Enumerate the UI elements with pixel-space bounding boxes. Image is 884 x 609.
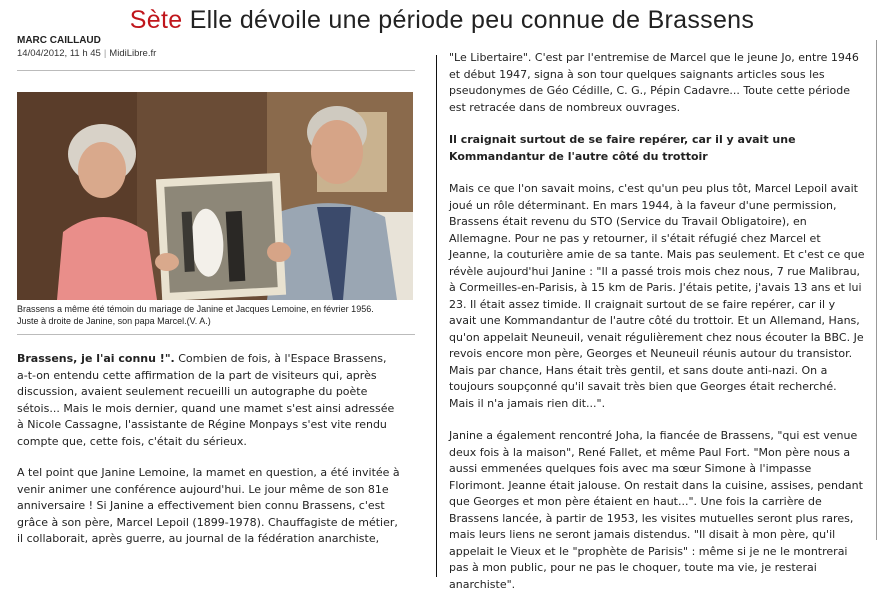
column-divider [436, 55, 437, 577]
dateline [17, 48, 156, 59]
article-photo-illustration [17, 92, 413, 300]
paragraph: Janine a également rencontré Joha, la fiancée de Brassens, "qui est venue deux fois à la maison", René Fallet, et même Paul Fort. "Mon père nous a aussi emmenées quelques fois avec ma sœur Simone à l'impasse Florimont. Jeanne était jalouse. On restait dans la cuisine, assises, pendant que Georges et mon père étaient en haut...". Une fois la carrière de Brassens lancée, à partir de 1953, les visites mutuelles seront plus rares, mais leurs liens ne seront jamais distendus. "Il disait à mon père, qu'il appelait le Vieux et le "prophète de Parisis" : même si je ne le montrerai pas à mon public, pour ne pas le choquer, toute ma vie, je resterai anarchiste". [449, 429, 863, 591]
dateline-separator: | [103, 48, 107, 59]
lead-quote: Brassens, je l'ai connu !". [17, 352, 175, 365]
headline-city: Sète [129, 6, 183, 34]
photo-caption-line2: Juste à droite de Janine, son papa Marcel.(V. A.) [17, 316, 211, 326]
author-name: MARC CAILLAUD [17, 35, 101, 46]
photo-caption [17, 303, 413, 327]
paragraph [17, 351, 400, 450]
paragraph: Mais ce que l'on savait moins, c'est qu'un peu plus tôt, Marcel Lepoil avait joué un rôle déterminant. En mars 1944, à la faveur d'une permission, Brassens était revenu du STO (Service du Travail Obligatoire), en Allemagne. Pour ne pas y retourner, il s'était réfugié chez Marcel et Jeanne, la couturière amie de sa tante. Mais pas seulement. Et c'est ce que révèle aujourd'hui Janine : "Il a passé trois mois chez nous, 7 rue Malibrau, à Cormeilles-en-Parisis, à 15 km de Paris. J'étais petite, j'avais 13 ans et lui 23. Il était assez timide. Il craignait surtout de se faire repérer, car il y avait une Kommandantur de l'autre côté du trottoir. Et un Allemand, Hans, qu'on appelait Neuneuil, venait régulièrement chez nous écouter la BBC. Je revois encore mon père, Georges et Neuneuil réunis autour du transistor. Mais par chance, Hans était très gentil, et sans doute anti-nazi. On a toujours soupçonné qu'il savait très bien que Georges était recherché. Mais il n'a jamais rien dit...". [449, 182, 865, 410]
paragraph-body: Combien de fois, à l'Espace Brassens, a-t-on entendu cette affirmation de la part de visiteurs qui, après discussion, avaient seulement recueilli un autographe du poète sétois... Mais le mois dernier, quand une mamet s'est ainsi adressée à Nicole Cassagne, l'assistante de Régine Monpays s'est vite rendu compte que, cette fois, c'était du sérieux. [17, 352, 395, 448]
caption-divider [17, 334, 415, 335]
header-divider [17, 70, 415, 71]
paragraph: "Le Libertaire". C'est par l'entremise de Marcel que le jeune Jo, entre 1946 et début 1947, signa à son tour quelques saignants articles sous les pseudonymes de Géo Cédille, C. G., Pépin Cadavre... Toute cette période est retracée dans de nombreux ouvrages. [449, 51, 859, 114]
headline-title: Elle dévoile une période peu connue de Brassens [189, 6, 755, 34]
article-right-column [449, 50, 865, 609]
paragraph: A tel point que Janine Lemoine, la mamet en question, a été invitée à venir animer une conférence aujourd'hui. Le jour même de son 81e anniversaire ! Si Janine a effectivement bien connu Brassens, c'est grâce à son père, Marcel Lepoil (1899-1978). Chauffagiste de métier, il collaborait, après guerre, au journal de la fédération anarchiste, [17, 466, 400, 545]
subheading: Il craignait surtout de se faire repérer, car il y avait une Kommandantur de l'autre côté du trottoir [449, 133, 796, 163]
photo-caption-line1: Brassens a même été témoin du mariage de Janine et Jacques Lemoine, en février 1956. [17, 304, 374, 314]
source-name: MidiLibre.fr [109, 48, 157, 59]
page-edge-rule [876, 40, 877, 540]
article-photo [17, 92, 413, 300]
publish-date: 14/04/2012, 11 h 45 [17, 48, 101, 59]
headline [0, 6, 884, 35]
article-left-column [17, 351, 400, 563]
